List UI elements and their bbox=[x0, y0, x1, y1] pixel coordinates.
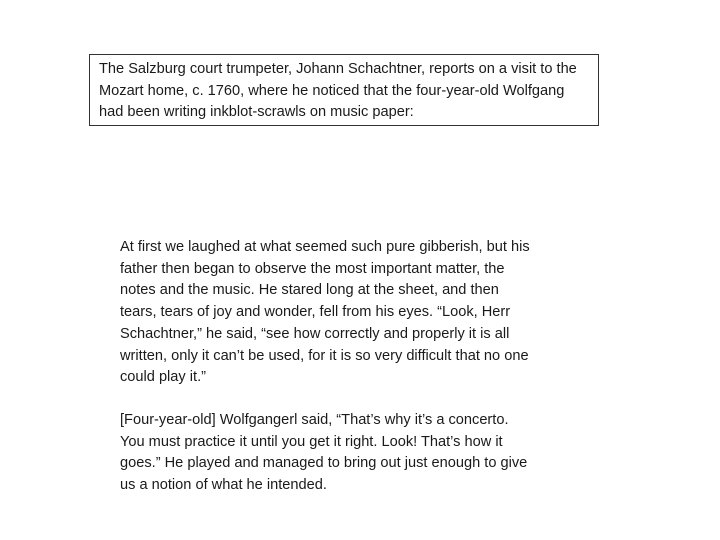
intro-text-box bbox=[89, 54, 599, 126]
quote-paragraph-1: At first we laughed at what seemed such pure gibberish, but his father then began to observe the most important matter, the notes and the music. He stared long at the sheet, and then tears, tears of joy and wonder, fell from his eyes. “Look, Herr Schachtner,” he said, “see how correctly and properly it is all written, only it can’t be used, for it is so very difficult that no one could play it.” bbox=[120, 239, 530, 386]
intro-text: The Salzburg court trumpeter, Johann Schachtner, reports on a visit to the Mozart home, c. 1760, where he noticed that the four-year-old Wolfgang had been writing inkblot-scrawls on music paper: bbox=[99, 61, 577, 120]
quote-paragraph-2: [Four-year-old] Wolfgangerl said, “That’s why it’s a concerto. You must practice it until you get it right. Look! That’s how it goes.” He played and managed to bring out just enough to give us a notion of what he intended. bbox=[120, 412, 528, 494]
